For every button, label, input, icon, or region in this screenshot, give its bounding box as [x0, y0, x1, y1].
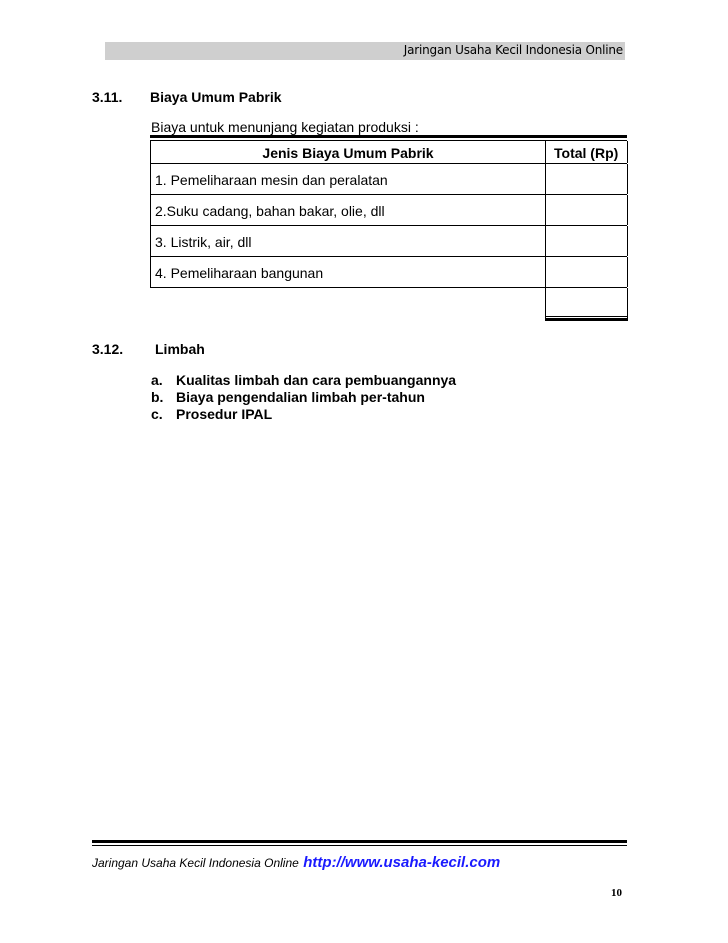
- running-header-bar: [105, 42, 625, 60]
- table-cell-item: [150, 226, 545, 256]
- list-item-text: Biaya pengendalian limbah per-tahun: [176, 389, 425, 405]
- list-item-text: Prosedur IPAL: [176, 406, 273, 422]
- table-cell-item: [150, 195, 545, 225]
- header-cell-type: [150, 141, 545, 163]
- list-marker: b.: [151, 389, 164, 405]
- footer-rule-thick: [92, 840, 627, 843]
- list-marker: c.: [151, 406, 163, 422]
- footer-website-link[interactable]: http://www.usaha-kecil.com: [303, 854, 501, 871]
- table-cell-total: [545, 164, 628, 194]
- cell-item-text: 4. Pemeliharaan bangunan: [155, 265, 324, 281]
- section-title: Limbah: [155, 341, 205, 357]
- page-number: 10: [611, 887, 622, 899]
- section-heading-312: [92, 341, 205, 357]
- section-number: 3.12.: [92, 341, 124, 357]
- list-item-text: Kualitas limbah dan cara pembuangannya: [176, 372, 457, 388]
- header-label-type: Jenis Biaya Umum Pabrik: [262, 145, 434, 161]
- cost-table: [150, 141, 627, 321]
- section-heading-311: [92, 89, 282, 105]
- list-marker: a.: [151, 372, 163, 388]
- waste-list: [151, 372, 456, 423]
- section-title: Biaya Umum Pabrik: [150, 89, 282, 105]
- total-rule-thick: [545, 318, 627, 321]
- cell-item-text: 3. Listrik, air, dll: [155, 234, 252, 250]
- table-cell-total: [545, 257, 628, 287]
- header-label-total: Total (Rp): [554, 145, 619, 161]
- table-row: [150, 164, 627, 195]
- footer-rule-thin: [92, 845, 627, 846]
- table-cell-item: [150, 257, 545, 287]
- running-header-text: Jaringan Usaha Kecil Indonesia Online: [403, 43, 623, 57]
- table-row: [150, 195, 627, 226]
- list-item: [151, 389, 456, 406]
- table-row: [150, 226, 627, 257]
- list-item: [151, 406, 456, 423]
- footer: [92, 854, 500, 872]
- cell-item-text: 2.Suku cadang, bahan bakar, olie, dll: [155, 203, 385, 219]
- footer-text: Jaringan Usaha Kecil Indonesia Online: [92, 856, 299, 870]
- header-cell-total: [545, 141, 628, 163]
- table-cell-total: [545, 226, 628, 256]
- table-cell-total: [545, 195, 628, 225]
- list-item: [151, 372, 456, 389]
- table-cell-item: [150, 164, 545, 194]
- table-top-rule-thick: [150, 135, 627, 138]
- table-header-row: [150, 141, 627, 164]
- total-rule-thin: [545, 316, 627, 317]
- cell-item-text: 1. Pemeliharaan mesin dan peralatan: [155, 172, 388, 188]
- table-row: [150, 257, 627, 288]
- section-intro: Biaya untuk menunjang kegiatan produksi :: [151, 119, 419, 135]
- section-number: 3.11.: [92, 89, 123, 105]
